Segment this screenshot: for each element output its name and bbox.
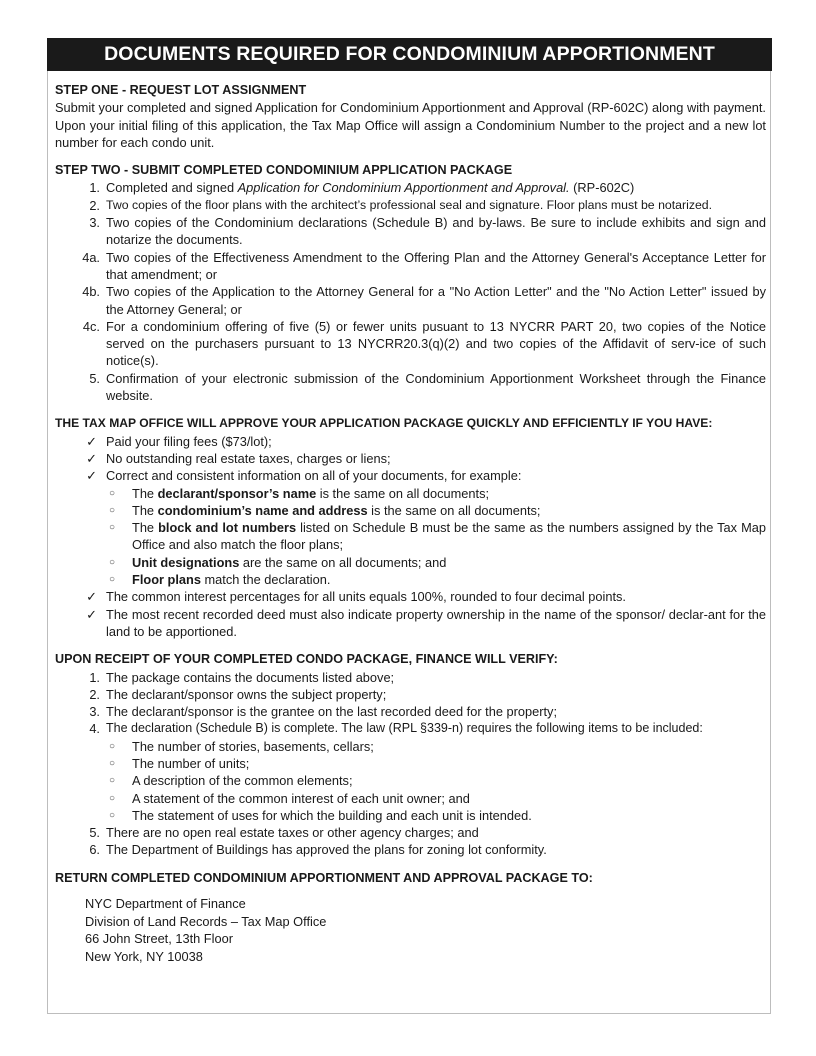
checklist-item (55, 606, 766, 641)
item-number: 5. (89, 825, 100, 841)
circle-bullet-icon: ○ (109, 809, 116, 821)
list-item (55, 841, 766, 858)
sub-item-pre: The (132, 485, 158, 501)
item-text: The declarant/sponsor owns the subject property; (106, 686, 387, 702)
item-number: 3. (89, 215, 100, 231)
sub-item-text (132, 519, 766, 554)
list-item (55, 669, 766, 686)
sub-item-pre: The (132, 502, 158, 518)
checklist-text: Correct and consistent information on all of your documents, for example: (106, 468, 522, 484)
item-text-pre: Completed and signed (106, 180, 238, 196)
item-text: The package contains the documents listed above; (106, 669, 395, 685)
sub-item-pre: The (132, 520, 159, 536)
checkmark-icon: ✓ (86, 589, 97, 605)
list-item (55, 703, 766, 720)
sub-item-bold: block and lot numbers (158, 520, 297, 536)
sub-list-item (55, 755, 766, 772)
sub-list-item (55, 738, 766, 755)
sub-item-post: are the same on all documents; and (239, 554, 447, 570)
checklist-item (55, 588, 766, 605)
verify-heading: UPON RECEIPT OF YOUR COMPLETED CONDO PACKAGE, FINANCE WILL VERIFY: (55, 652, 558, 667)
sub-item-text (132, 485, 766, 502)
list-item (55, 686, 766, 703)
checklist-text: No outstanding real estate taxes, charges or liens; (106, 450, 391, 466)
list-item (55, 197, 766, 214)
sub-item-text: The statement of uses for which the building and each unit is intended. (132, 807, 532, 823)
mailing-address (55, 895, 766, 965)
sub-item-post: listed on Schedule B must be the same as the numbers assigned by the Tax Map Office and also match the floor plans; (132, 520, 766, 553)
item-number: 6. (89, 842, 100, 858)
item-number: 2. (89, 686, 100, 702)
item-text: The Department of Buildings has approved the plans for zoning lot conformity. (106, 842, 547, 858)
sub-list-item (55, 790, 766, 807)
checklist-item (55, 433, 766, 450)
list-item (55, 720, 766, 737)
item-text: Two copies of the Effectiveness Amendment to the Offering Plan and the Attorney General's Acceptance Letter for that amendment; or (106, 249, 766, 282)
step-two-heading: STEP TWO - SUBMIT COMPLETED CONDOMINIUM APPLICATION PACKAGE (55, 163, 513, 178)
step-two-section (55, 162, 766, 404)
list-item (55, 824, 766, 841)
item-number: 4c. (82, 318, 100, 334)
checklist-text: Paid your filing fees ($73/lot); (106, 433, 272, 449)
circle-bullet-icon: ○ (109, 740, 116, 752)
sub-item-text: A statement of the common interest of each unit owner; and (132, 790, 470, 806)
verify-section (55, 651, 766, 859)
sub-item-text (132, 502, 766, 519)
sub-list-item (55, 807, 766, 824)
address-line: Division of Land Records – Tax Map Office (85, 913, 327, 929)
page-title: DOCUMENTS REQUIRED FOR CONDOMINIUM APPORTIONMENT (47, 38, 772, 71)
step-one-section (55, 82, 766, 151)
checkmark-icon: ✓ (86, 606, 97, 622)
sub-item-post: match the declaration. (200, 572, 331, 588)
item-number: 2. (89, 197, 100, 213)
item-number: 1. (89, 669, 100, 685)
sub-list-item (55, 485, 766, 502)
step-one-text: Submit your completed and signed Application for Condominium Apportionment and Approval (RP-602C) along with payment. Upon your initial filing of this application, the Tax Map Office will assign a Condominium Number to the project and a new lot number for each condo unit. (55, 100, 766, 150)
item-number: 1. (89, 180, 100, 196)
item-text: Two copies of the Application to the Attorney General for a "No Action Letter" and the "No Action Letter" issued by the Attorney General; or (106, 284, 766, 317)
list-item (55, 318, 766, 370)
circle-bullet-icon: ○ (109, 757, 116, 769)
checklist-item (55, 467, 766, 484)
checkmark-icon: ✓ (86, 468, 97, 484)
sub-list-item (55, 519, 766, 554)
item-text: Two copies of the Condominium declarations (Schedule B) and by-laws. Be sure to include exhibits and sign and notarize the documents. (106, 215, 766, 248)
sub-list-item (55, 502, 766, 519)
sub-item-bold: declarant/sponsor’s name (157, 485, 317, 501)
checklist-text: The common interest percentages for all units equals 100%, rounded to four decimal points. (106, 589, 626, 605)
sub-item-text (132, 571, 766, 588)
sub-item-bold: Unit designations (132, 554, 240, 570)
circle-bullet-icon: ○ (109, 775, 116, 787)
circle-bullet-icon: ○ (109, 522, 116, 534)
address-line: New York, NY 10038 (85, 948, 203, 964)
checkmark-icon: ✓ (86, 433, 97, 449)
item-number: 5. (89, 370, 100, 386)
address-line: NYC Department of Finance (85, 896, 246, 912)
sub-item-text: The number of stories, basements, cellars; (132, 738, 374, 754)
item-text-italic: Application for Condominium Apportionment and Approval. (237, 180, 570, 196)
sub-item-post: is the same on all documents; (316, 485, 490, 501)
sub-item-text (132, 554, 766, 571)
item-number: 3. (89, 704, 100, 720)
item-text (106, 179, 766, 196)
item-text: There are no open real estate taxes or other agency charges; and (106, 825, 479, 841)
item-text: The declaration (Schedule B) is complete. The law (RPL §339-n) requires the following items to be included: (106, 721, 703, 736)
circle-bullet-icon: ○ (109, 792, 116, 804)
circle-bullet-icon: ○ (109, 504, 116, 516)
list-item (55, 179, 766, 196)
circle-bullet-icon: ○ (109, 556, 116, 568)
return-heading: RETURN COMPLETED CONDOMINIUM APPORTIONMENT AND APPROVAL PACKAGE TO: (55, 870, 593, 885)
sub-item-bold: Floor plans (132, 572, 201, 588)
list-item (55, 370, 766, 405)
item-text-post: (RP-602C) (569, 180, 635, 196)
sub-item-bold: condominium’s name and address (157, 502, 368, 518)
address-line: 66 John Street, 13th Floor (85, 931, 233, 947)
sub-list-item (55, 772, 766, 789)
sub-item-text: The number of units; (132, 755, 250, 771)
list-item (55, 214, 766, 249)
item-text: The declarant/sponsor is the grantee on the last recorded deed for the property; (106, 704, 558, 720)
checklist-item (55, 450, 766, 467)
sub-list-item (55, 554, 766, 571)
sub-item-text: A description of the common elements; (132, 773, 353, 789)
circle-bullet-icon: ○ (109, 574, 116, 586)
item-text: Two copies of the floor plans with the architect’s professional seal and signature. Floor plans must be notarized. (106, 197, 713, 212)
item-text: For a condominium offering of five (5) or fewer units pusuant to 13 NYCRR PART 20, two copies of the Notice served on the purchasers pursuant to 13 NYCRR20.3(q)(2) and two copies of the Affidavit of serv-ice of such notice(s). (106, 318, 766, 369)
step-one-heading: STEP ONE - REQUEST LOT ASSIGNMENT (55, 83, 307, 97)
return-section (55, 870, 766, 965)
item-text: Confirmation of your electronic submission of the Condominium Apportionment Worksheet through the Finance website. (106, 370, 766, 404)
item-number: 4a. (82, 249, 100, 265)
item-number: 4b. (82, 284, 100, 300)
sub-list-item (55, 571, 766, 588)
checklist-text: The most recent recorded deed must also indicate property ownership in the name of the sponsor/ declar-ant for the land to be apportioned. (106, 606, 766, 639)
checkmark-icon: ✓ (86, 450, 97, 466)
list-item (55, 249, 766, 284)
approve-section (55, 415, 766, 640)
item-number: 4. (89, 721, 100, 737)
approve-heading: THE TAX MAP OFFICE WILL APPROVE YOUR APPLICATION PACKAGE QUICKLY AND EFFICIENTLY IF YOU HAVE: (55, 416, 713, 431)
sub-item-post: is the same on all documents; (367, 502, 541, 518)
document-body (55, 82, 766, 976)
list-item (55, 283, 766, 318)
circle-bullet-icon: ○ (109, 487, 116, 499)
